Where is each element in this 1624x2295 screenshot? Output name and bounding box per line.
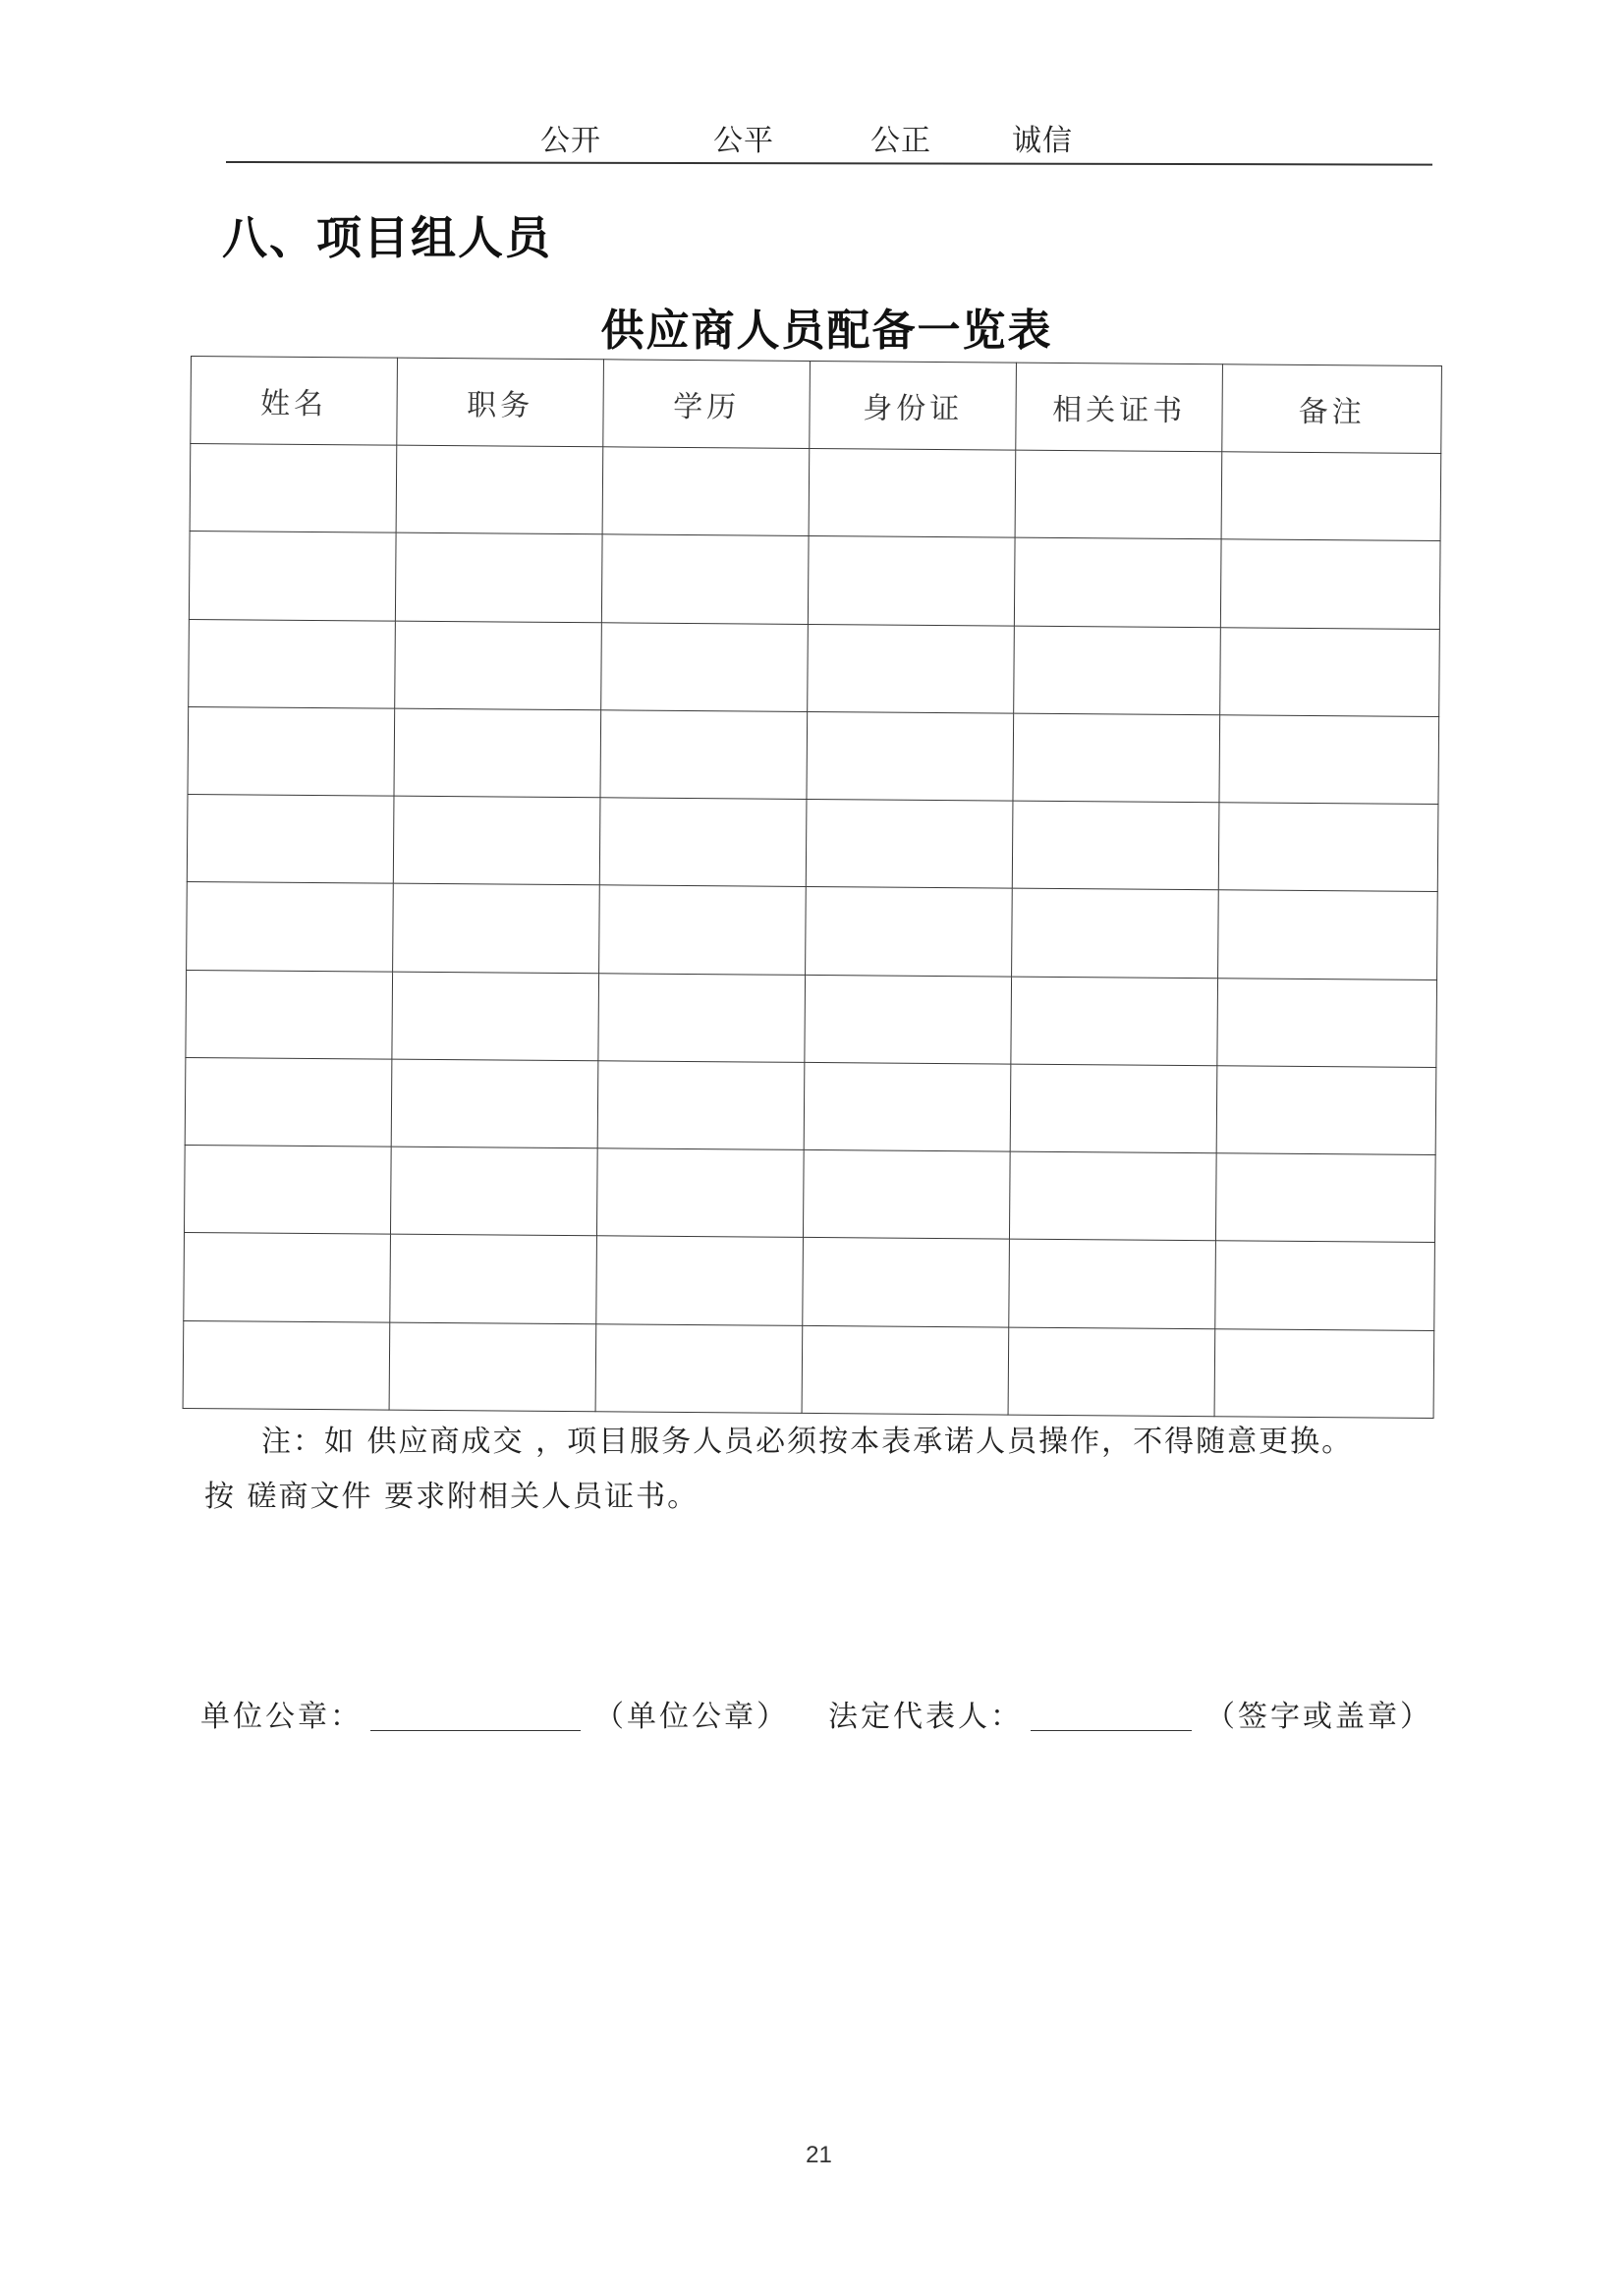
table-cell[interactable]	[1012, 801, 1219, 890]
table-row	[187, 795, 1438, 892]
table-cell[interactable]	[1010, 1064, 1217, 1153]
table-cell[interactable]	[183, 1320, 390, 1410]
table-cell[interactable]	[597, 1148, 805, 1238]
table-cell[interactable]	[189, 619, 396, 708]
table-cell[interactable]	[601, 534, 809, 624]
table-cell[interactable]	[803, 1238, 1010, 1327]
table-row	[184, 1146, 1435, 1243]
table-cell[interactable]	[806, 887, 1013, 977]
table-row	[183, 1320, 1434, 1418]
table-cell[interactable]	[599, 798, 807, 887]
table-cell[interactable]	[595, 1323, 803, 1413]
table-cell[interactable]	[1215, 1241, 1435, 1330]
table-cell[interactable]	[390, 1235, 597, 1324]
table-cell[interactable]	[808, 536, 1015, 626]
table-cell[interactable]	[1221, 452, 1441, 541]
table-row	[187, 882, 1438, 980]
table-cell[interactable]	[806, 800, 1013, 889]
table-cell[interactable]	[597, 1061, 805, 1150]
table-row	[190, 444, 1441, 541]
table-row	[186, 970, 1437, 1067]
staff-table-container	[183, 356, 1442, 1427]
table-cell[interactable]	[393, 883, 600, 973]
table-cell[interactable]	[190, 444, 397, 533]
table-cell[interactable]	[804, 1062, 1011, 1151]
table-cell[interactable]	[394, 708, 601, 798]
table-cell[interactable]	[808, 624, 1015, 713]
table-body	[183, 444, 1441, 1419]
table-cell[interactable]	[395, 621, 602, 710]
column-header-name: 姓名	[191, 357, 398, 446]
table-title: 供应商人员配备一览表	[600, 306, 1053, 356]
table-cell[interactable]	[802, 1325, 1009, 1415]
table-cell[interactable]	[1219, 715, 1439, 805]
table-cell[interactable]	[391, 1059, 598, 1148]
table-header-row	[191, 357, 1442, 454]
table-cell[interactable]	[1009, 1239, 1216, 1328]
unit-seal-blank[interactable]	[370, 1701, 581, 1731]
table-cell[interactable]	[1014, 537, 1221, 627]
table-cell[interactable]	[393, 796, 600, 885]
table-cell[interactable]	[599, 885, 807, 975]
header-divider	[226, 161, 1432, 166]
legal-rep-blank[interactable]	[1031, 1701, 1192, 1731]
table-cell[interactable]	[187, 795, 394, 884]
table-cell[interactable]	[809, 448, 1016, 537]
page-number: 21	[806, 2142, 832, 2168]
table-cell[interactable]	[391, 1147, 598, 1236]
legal-rep-hint: （签字或盖章）	[1205, 1700, 1432, 1734]
unit-seal-label: 单位公章：	[200, 1700, 363, 1734]
table-note	[204, 1415, 1423, 1525]
page-header	[226, 116, 1434, 161]
table-row	[189, 532, 1440, 629]
table-cell[interactable]	[389, 1322, 596, 1412]
header-motto-item: 公开	[540, 124, 601, 158]
table-cell[interactable]	[1214, 1328, 1434, 1418]
table-cell[interactable]	[1218, 803, 1438, 892]
legal-rep-label: 法定代表人：	[828, 1700, 1023, 1734]
table-cell[interactable]	[1015, 450, 1222, 539]
table-row	[189, 619, 1440, 716]
table-cell[interactable]	[1217, 978, 1437, 1067]
table-cell[interactable]	[187, 882, 394, 972]
table-cell[interactable]	[392, 972, 599, 1061]
table-cell[interactable]	[1014, 626, 1221, 715]
table-cell[interactable]	[596, 1236, 804, 1325]
staff-table	[183, 356, 1442, 1419]
column-header-certificates: 相关证书	[1016, 363, 1223, 452]
table-cell[interactable]	[598, 973, 806, 1062]
table-cell[interactable]	[1218, 890, 1438, 980]
table-cell[interactable]	[185, 1057, 392, 1147]
note-line: 注：如 供应商成交 ，项目服务人员必须按本表承诺人员操作，不得随意更换。	[261, 1425, 1354, 1459]
table-cell[interactable]	[807, 711, 1014, 801]
section-title: 八、项目组人员	[222, 211, 552, 264]
signature-line	[200, 1692, 1432, 1735]
table-row	[188, 706, 1439, 804]
column-header-education: 学历	[603, 360, 811, 449]
table-cell[interactable]	[396, 445, 603, 534]
table-cell[interactable]	[189, 532, 396, 621]
column-header-position: 职务	[397, 358, 604, 447]
table-cell[interactable]	[1216, 1066, 1436, 1155]
table-cell[interactable]	[184, 1233, 391, 1322]
header-motto-item: 公正	[870, 124, 931, 158]
header-motto-item: 公平	[713, 124, 774, 158]
table-cell[interactable]	[1216, 1153, 1436, 1243]
table-cell[interactable]	[184, 1146, 391, 1235]
table-cell[interactable]	[601, 622, 809, 711]
table-cell[interactable]	[1012, 888, 1219, 978]
unit-seal-hint: （单位公章）	[594, 1700, 789, 1734]
table-cell[interactable]	[1221, 539, 1441, 629]
table-cell[interactable]	[188, 706, 395, 796]
table-cell[interactable]	[395, 532, 602, 622]
table-cell[interactable]	[1220, 627, 1440, 716]
note-line: 按 磋商文件 要求附相关人员证书。	[204, 1480, 700, 1514]
table-row	[185, 1057, 1436, 1154]
table-cell[interactable]	[1010, 1151, 1217, 1241]
table-cell[interactable]	[804, 1150, 1011, 1240]
column-header-remarks: 备注	[1222, 364, 1442, 454]
table-cell[interactable]	[1013, 713, 1220, 803]
header-motto-item: 诚信	[1012, 124, 1073, 158]
table-row	[184, 1233, 1435, 1330]
table-cell[interactable]	[1011, 977, 1218, 1066]
table-cell[interactable]	[602, 447, 810, 536]
column-header-id-card: 身份证	[810, 361, 1017, 450]
table-cell[interactable]	[600, 710, 808, 800]
table-cell[interactable]	[1008, 1327, 1215, 1417]
table-cell[interactable]	[186, 970, 393, 1059]
table-cell[interactable]	[805, 975, 1012, 1064]
